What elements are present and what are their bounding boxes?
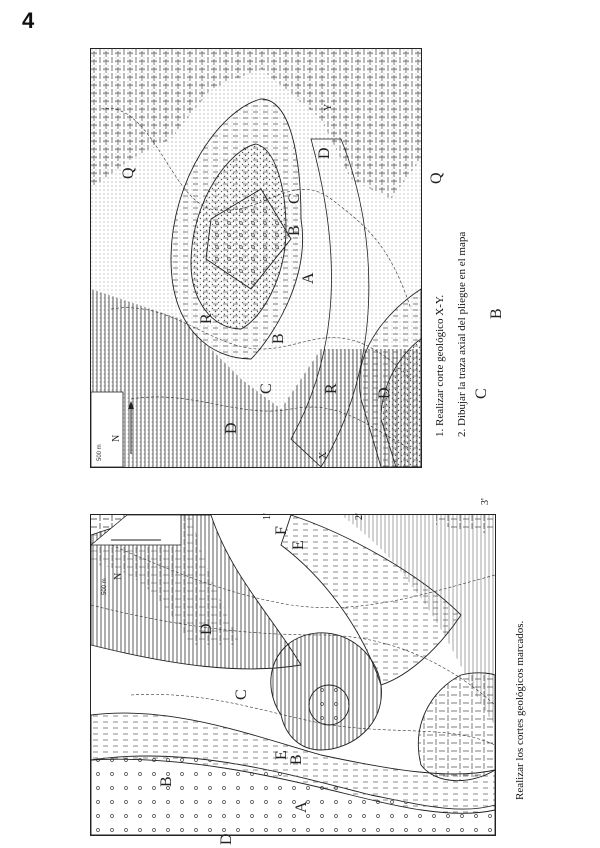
north-label: N: [111, 434, 122, 442]
section-mark-X: X: [318, 451, 329, 459]
unit-label-C: C: [286, 193, 303, 204]
geologic-map-drawing: [91, 515, 495, 835]
scale-box: [91, 392, 123, 467]
map1-unit-C: C: [233, 689, 250, 700]
unit-label-Q-2: Q: [428, 172, 445, 184]
section-mark-2prime: 2': [354, 513, 365, 520]
geologic-map-sections: [90, 514, 496, 845]
task-2: 2. Dibujar la traza axial del pliegue en el mapa: [456, 231, 468, 437]
unit-label-C-3: C: [473, 388, 490, 399]
section-mark-Y: Y: [323, 103, 334, 111]
section-mark-3prime: 3': [480, 498, 491, 505]
map1-unit-A: A: [293, 801, 310, 813]
unit-label-B: B: [286, 225, 303, 236]
task-1: 1. Realizar corte geológico X-Y.: [434, 294, 446, 437]
map1-unit-E-2: E: [290, 540, 307, 550]
unit-label-A: A: [300, 272, 317, 284]
map1-unit-F: F: [273, 526, 290, 535]
map1-unit-B-2: B: [158, 776, 175, 787]
map1-unit-E: E: [273, 750, 290, 760]
unit-label-D-2: D: [223, 422, 240, 434]
map1-unit-D: D: [198, 623, 215, 635]
unit-label-B-2: B: [270, 333, 287, 344]
unit-label-Q: Q: [120, 167, 137, 179]
unit-label-R-2: R: [323, 383, 340, 394]
scale-label: 500 m: [97, 444, 103, 461]
map1-instruction: Realizar los cortes geológicos marcados.: [514, 620, 526, 800]
unit-label-D: D: [316, 147, 333, 159]
map1-scale-label: 500 m: [102, 578, 108, 595]
unit-label-D-3: D: [376, 387, 393, 399]
map1-north-label: N: [113, 572, 124, 580]
unit-label-C-2: C: [258, 383, 275, 394]
map1-unit-B: B: [288, 754, 305, 765]
map1-unit-D-2: D: [218, 833, 235, 845]
page-number: 4: [22, 8, 35, 33]
fold-map-xy-drawing: [91, 49, 421, 467]
unit-label-B-3: B: [488, 308, 505, 319]
unit-label-R: R: [198, 313, 215, 324]
section-mark-1prime: 1': [262, 513, 273, 520]
